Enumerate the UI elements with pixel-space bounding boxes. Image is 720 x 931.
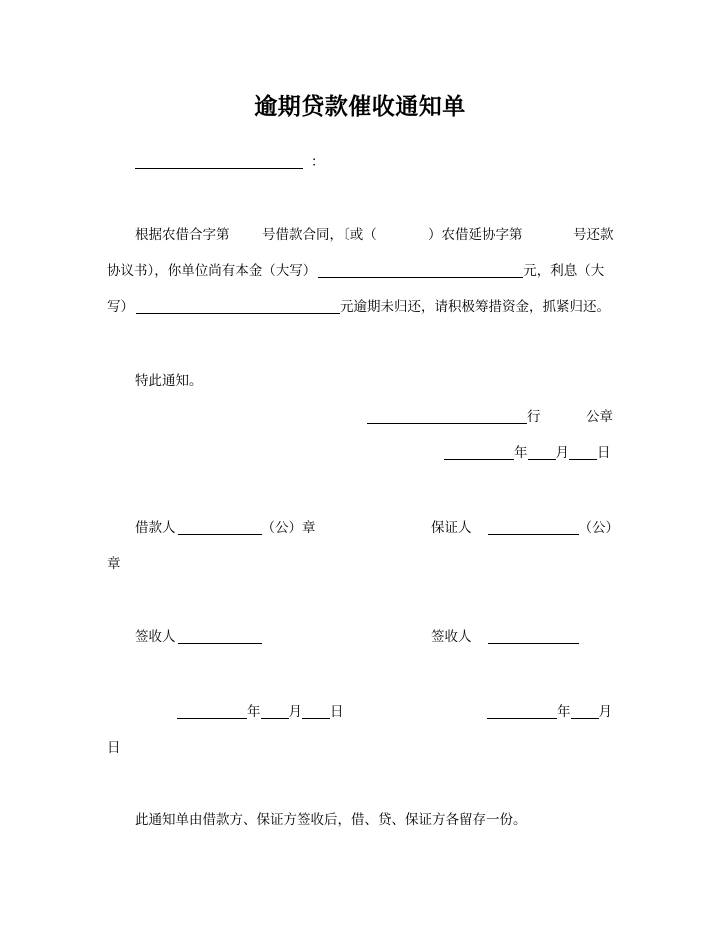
left-year-label: 年 [247, 704, 261, 720]
receipt-left-blank[interactable] [178, 629, 262, 644]
addressee-blank[interactable] [135, 154, 303, 169]
right-day-label-wrap: 日 [107, 740, 121, 756]
guarantor-seal-wrap: 章 [107, 556, 121, 572]
body-line-3 [107, 298, 610, 316]
right-year-label: 年 [557, 704, 571, 720]
bank-year-blank[interactable] [444, 445, 514, 460]
borrower-line [135, 519, 316, 537]
document-title: 逾期贷款催收通知单 [254, 93, 466, 120]
borrower-blank[interactable] [178, 520, 262, 535]
left-year-blank[interactable] [177, 704, 247, 719]
month-label: 月 [555, 445, 569, 461]
addressee-line [135, 153, 325, 171]
guarantor-blank[interactable] [488, 520, 579, 535]
principal-blank[interactable] [318, 263, 523, 278]
body-line-2-b: 元，利息（大 [523, 263, 605, 279]
footer-note: 此通知单由借款方、保证方签收后，借、贷、保证方各留存一份。 [135, 812, 527, 828]
borrower-seal: （公）章 [261, 520, 316, 536]
bank-date-line [444, 444, 611, 462]
body-line-3-a: 写） [107, 299, 134, 315]
bank-day-blank[interactable] [569, 445, 597, 460]
left-month-blank[interactable] [261, 704, 289, 719]
bank-suffix: 行 [527, 409, 541, 425]
right-month-label: 月 [598, 704, 612, 720]
addressee-colon: ： [311, 154, 325, 170]
receipt-left-line [135, 628, 262, 646]
body-line-1-d: 号还款 [573, 227, 614, 243]
interest-blank[interactable] [136, 299, 340, 314]
left-day-label: 日 [330, 704, 344, 720]
bank-seal: 公章 [586, 409, 613, 425]
receipt-right-label: 签收人 [431, 629, 472, 645]
body-line-1-b: 号借款合同，〔或（ [262, 227, 377, 243]
body-line-2-a: 协议书），你单位尚有本金（大写） [107, 263, 317, 279]
receipt-right-date [487, 703, 612, 721]
right-month-blank[interactable] [571, 704, 599, 719]
guarantor-seal: （公） [578, 520, 619, 536]
receipt-left-date [177, 703, 344, 721]
body-line-3-b: 元逾期未归还，请积极筹措资金，抓紧归还。 [340, 299, 610, 315]
receipt-right-line [431, 628, 579, 646]
left-day-blank[interactable] [302, 704, 330, 719]
year-label: 年 [514, 445, 528, 461]
body-line-1-c: ）农借延协字第 [428, 227, 523, 243]
bank-month-blank[interactable] [528, 445, 556, 460]
body-line-1-a: 根据农借合字第 [135, 227, 230, 243]
notice-text: 特此通知。 [135, 373, 203, 389]
left-month-label: 月 [288, 704, 302, 720]
right-year-blank[interactable] [487, 704, 557, 719]
day-label: 日 [597, 445, 611, 461]
borrower-label: 借款人 [135, 520, 176, 536]
receipt-left-label: 签收人 [135, 629, 176, 645]
bank-name-blank[interactable] [367, 409, 527, 424]
body-line-2 [107, 262, 604, 280]
guarantor-label: 保证人 [431, 520, 472, 536]
bank-line [367, 408, 541, 426]
receipt-right-blank[interactable] [488, 629, 579, 644]
guarantor-line [431, 519, 619, 537]
